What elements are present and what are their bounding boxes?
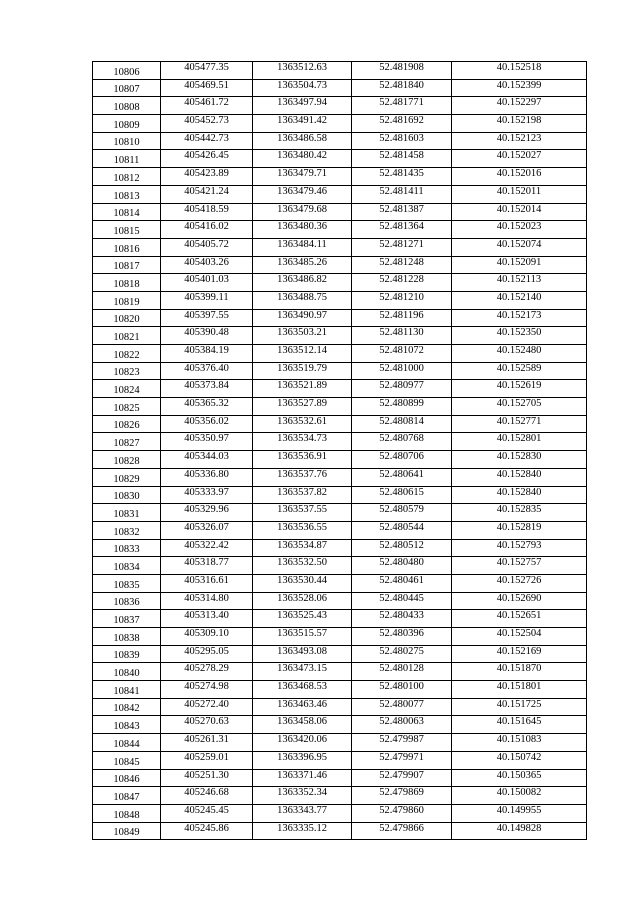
table-cell: 40.149955 — [452, 804, 587, 822]
table-cell: 405401.03 — [161, 274, 253, 292]
table-cell: 10836 — [93, 592, 161, 610]
table-cell: 405261.31 — [161, 734, 253, 752]
table-cell: 1363532.50 — [253, 557, 352, 575]
table-row — [93, 221, 587, 239]
table-cell: 52.480100 — [352, 681, 452, 699]
table-cell: 52.480814 — [352, 415, 452, 433]
table-cell: 40.152140 — [452, 291, 587, 309]
table-row — [93, 504, 587, 522]
table-cell: 40.152504 — [452, 628, 587, 646]
table-cell: 10835 — [93, 574, 161, 592]
table-cell: 40.152074 — [452, 238, 587, 256]
table-row — [93, 115, 587, 133]
table-cell: 40.152757 — [452, 557, 587, 575]
table-cell: 40.152726 — [452, 574, 587, 592]
table-cell: 40.152840 — [452, 468, 587, 486]
coordinates-table-body — [93, 62, 587, 840]
table-cell: 1363468.53 — [253, 681, 352, 699]
table-cell: 40.152819 — [452, 521, 587, 539]
table-cell: 10822 — [93, 345, 161, 363]
table-cell: 1363479.68 — [253, 203, 352, 221]
table-row — [93, 274, 587, 292]
table-cell: 405251.30 — [161, 769, 253, 787]
table-cell: 52.481840 — [352, 79, 452, 97]
table-cell: 40.151725 — [452, 698, 587, 716]
table-cell: 40.150365 — [452, 769, 587, 787]
table-cell: 1363343.77 — [253, 804, 352, 822]
table-row — [93, 804, 587, 822]
table-cell: 52.481271 — [352, 238, 452, 256]
table-row — [93, 822, 587, 840]
table-cell: 40.151801 — [452, 681, 587, 699]
table-cell: 52.481435 — [352, 168, 452, 186]
table-row — [93, 132, 587, 150]
table-cell: 40.152793 — [452, 539, 587, 557]
table-cell: 10808 — [93, 97, 161, 115]
table-cell: 405318.77 — [161, 557, 253, 575]
table-cell: 10828 — [93, 451, 161, 469]
table-cell: 40.152589 — [452, 362, 587, 380]
table-cell: 405350.97 — [161, 433, 253, 451]
table-cell: 10843 — [93, 716, 161, 734]
table-cell: 40.151645 — [452, 716, 587, 734]
table-cell: 405426.45 — [161, 150, 253, 168]
table-cell: 40.150742 — [452, 751, 587, 769]
table-cell: 52.481908 — [352, 62, 452, 80]
table-cell: 1363352.34 — [253, 787, 352, 805]
table-cell: 52.480579 — [352, 504, 452, 522]
table-cell: 10827 — [93, 433, 161, 451]
table-cell: 1363480.36 — [253, 221, 352, 239]
table-cell: 52.480768 — [352, 433, 452, 451]
table-cell: 1363534.87 — [253, 539, 352, 557]
table-cell: 10848 — [93, 804, 161, 822]
table-cell: 40.152619 — [452, 380, 587, 398]
table-cell: 40.152835 — [452, 504, 587, 522]
table-cell: 405329.96 — [161, 504, 253, 522]
table-cell: 1363497.94 — [253, 97, 352, 115]
table-cell: 10819 — [93, 291, 161, 309]
table-row — [93, 398, 587, 416]
table-cell: 405313.40 — [161, 610, 253, 628]
table-row — [93, 238, 587, 256]
table-row — [93, 592, 587, 610]
table-cell: 10821 — [93, 327, 161, 345]
table-cell: 52.479866 — [352, 822, 452, 840]
table-cell: 405477.35 — [161, 62, 253, 80]
table-cell: 1363519.79 — [253, 362, 352, 380]
table-row — [93, 468, 587, 486]
table-cell: 52.480128 — [352, 663, 452, 681]
table-cell: 405245.45 — [161, 804, 253, 822]
table-row — [93, 451, 587, 469]
table-cell: 405469.51 — [161, 79, 253, 97]
table-cell: 10831 — [93, 504, 161, 522]
table-cell: 1363485.26 — [253, 256, 352, 274]
table-cell: 10830 — [93, 486, 161, 504]
table-cell: 52.481411 — [352, 185, 452, 203]
table-cell: 405322.42 — [161, 539, 253, 557]
table-cell: 10806 — [93, 62, 161, 80]
table-cell: 1363537.55 — [253, 504, 352, 522]
table-row — [93, 345, 587, 363]
table-cell: 52.480480 — [352, 557, 452, 575]
table-cell: 1363491.42 — [253, 115, 352, 133]
table-cell: 40.152023 — [452, 221, 587, 239]
table-cell: 52.480977 — [352, 380, 452, 398]
table-cell: 40.152840 — [452, 486, 587, 504]
table-cell: 40.152690 — [452, 592, 587, 610]
table-cell: 405314.80 — [161, 592, 253, 610]
table-cell: 52.480077 — [352, 698, 452, 716]
table-cell: 10832 — [93, 521, 161, 539]
table-cell: 405245.86 — [161, 822, 253, 840]
table-cell: 10818 — [93, 274, 161, 292]
table-cell: 10834 — [93, 557, 161, 575]
table-cell: 405397.55 — [161, 309, 253, 327]
table-cell: 1363528.06 — [253, 592, 352, 610]
table-cell: 52.481458 — [352, 150, 452, 168]
table-cell: 1363371.46 — [253, 769, 352, 787]
table-cell: 40.152169 — [452, 645, 587, 663]
table-cell: 10842 — [93, 698, 161, 716]
table-cell: 52.481130 — [352, 327, 452, 345]
table-row — [93, 574, 587, 592]
table-cell: 40.152173 — [452, 309, 587, 327]
table-cell: 1363463.46 — [253, 698, 352, 716]
table-cell: 10817 — [93, 256, 161, 274]
table-cell: 40.151083 — [452, 734, 587, 752]
table-cell: 52.481771 — [352, 97, 452, 115]
table-cell: 40.152651 — [452, 610, 587, 628]
table-cell: 1363530.44 — [253, 574, 352, 592]
table-cell: 1363512.14 — [253, 345, 352, 363]
table-row — [93, 521, 587, 539]
table-cell: 52.481387 — [352, 203, 452, 221]
table-cell: 1363458.06 — [253, 716, 352, 734]
table-cell: 52.480063 — [352, 716, 452, 734]
table-cell: 40.152027 — [452, 150, 587, 168]
table-cell: 52.481000 — [352, 362, 452, 380]
table-cell: 405365.32 — [161, 398, 253, 416]
table-cell: 40.152113 — [452, 274, 587, 292]
table-cell: 1363486.58 — [253, 132, 352, 150]
table-cell: 1363490.97 — [253, 309, 352, 327]
table-cell: 405461.72 — [161, 97, 253, 115]
table-cell: 405278.29 — [161, 663, 253, 681]
table-cell: 405442.73 — [161, 132, 253, 150]
table-row — [93, 769, 587, 787]
table-cell: 405272.40 — [161, 698, 253, 716]
table-cell: 1363486.82 — [253, 274, 352, 292]
table-cell: 1363536.91 — [253, 451, 352, 469]
table-cell: 52.480433 — [352, 610, 452, 628]
table-cell: 405403.26 — [161, 256, 253, 274]
table-cell: 52.480396 — [352, 628, 452, 646]
table-cell: 52.479860 — [352, 804, 452, 822]
table-row — [93, 327, 587, 345]
table-row — [93, 150, 587, 168]
table-cell: 52.480445 — [352, 592, 452, 610]
table-cell: 40.152091 — [452, 256, 587, 274]
table-cell: 52.479869 — [352, 787, 452, 805]
table-cell: 52.481196 — [352, 309, 452, 327]
table-cell: 10823 — [93, 362, 161, 380]
table-cell: 10824 — [93, 380, 161, 398]
table-cell: 10841 — [93, 681, 161, 699]
table-cell: 40.152011 — [452, 185, 587, 203]
table-cell: 10807 — [93, 79, 161, 97]
table-cell: 405246.68 — [161, 787, 253, 805]
table-cell: 52.480544 — [352, 521, 452, 539]
table-cell: 52.480899 — [352, 398, 452, 416]
table-cell: 10829 — [93, 468, 161, 486]
table-cell: 52.480275 — [352, 645, 452, 663]
table-row — [93, 557, 587, 575]
table-row — [93, 433, 587, 451]
table-cell: 1363527.89 — [253, 398, 352, 416]
table-cell: 1363521.89 — [253, 380, 352, 398]
table-row — [93, 787, 587, 805]
table-row — [93, 380, 587, 398]
table-row — [93, 681, 587, 699]
table-cell: 405316.61 — [161, 574, 253, 592]
table-row — [93, 203, 587, 221]
table-cell: 1363484.11 — [253, 238, 352, 256]
table-cell: 40.152480 — [452, 345, 587, 363]
table-cell: 40.152801 — [452, 433, 587, 451]
table-cell: 52.481248 — [352, 256, 452, 274]
table-cell: 1363473.15 — [253, 663, 352, 681]
table-row — [93, 97, 587, 115]
table-cell: 52.481692 — [352, 115, 452, 133]
table-cell: 52.481072 — [352, 345, 452, 363]
table-cell: 405416.02 — [161, 221, 253, 239]
table-cell: 1363532.61 — [253, 415, 352, 433]
table-row — [93, 751, 587, 769]
table-cell: 10813 — [93, 185, 161, 203]
table-row — [93, 539, 587, 557]
table-cell: 405423.89 — [161, 168, 253, 186]
table-cell: 1363396.95 — [253, 751, 352, 769]
table-cell: 405390.48 — [161, 327, 253, 345]
table-cell: 405333.97 — [161, 486, 253, 504]
table-cell: 405309.10 — [161, 628, 253, 646]
table-row — [93, 663, 587, 681]
table-cell: 40.152123 — [452, 132, 587, 150]
table-row — [93, 362, 587, 380]
table-cell: 405418.59 — [161, 203, 253, 221]
table-cell: 10825 — [93, 398, 161, 416]
table-cell: 52.480706 — [352, 451, 452, 469]
table-cell: 10812 — [93, 168, 161, 186]
table-cell: 10847 — [93, 787, 161, 805]
table-cell: 405376.40 — [161, 362, 253, 380]
table-cell: 1363420.06 — [253, 734, 352, 752]
table-cell: 52.481603 — [352, 132, 452, 150]
table-cell: 52.481210 — [352, 291, 452, 309]
table-cell: 1363525.43 — [253, 610, 352, 628]
table-row — [93, 734, 587, 752]
table-cell: 1363534.73 — [253, 433, 352, 451]
table-cell: 10845 — [93, 751, 161, 769]
table-cell: 10810 — [93, 132, 161, 150]
table-cell: 405399.11 — [161, 291, 253, 309]
table-cell: 40.151870 — [452, 663, 587, 681]
table-cell: 405326.07 — [161, 521, 253, 539]
table-cell: 1363493.08 — [253, 645, 352, 663]
table-cell: 1363537.82 — [253, 486, 352, 504]
table-cell: 40.152830 — [452, 451, 587, 469]
table-cell: 40.152705 — [452, 398, 587, 416]
table-cell: 1363537.76 — [253, 468, 352, 486]
table-cell: 405384.19 — [161, 345, 253, 363]
table-cell: 1363503.21 — [253, 327, 352, 345]
table-row — [93, 256, 587, 274]
table-cell: 52.480641 — [352, 468, 452, 486]
table-cell: 10838 — [93, 628, 161, 646]
table-cell: 10844 — [93, 734, 161, 752]
table-cell: 10833 — [93, 539, 161, 557]
coordinates-table — [92, 61, 587, 840]
table-cell: 52.481364 — [352, 221, 452, 239]
table-cell: 40.152014 — [452, 203, 587, 221]
table-row — [93, 628, 587, 646]
table-cell: 1363536.55 — [253, 521, 352, 539]
table-cell: 1363479.46 — [253, 185, 352, 203]
table-cell: 405344.03 — [161, 451, 253, 469]
table-cell: 10815 — [93, 221, 161, 239]
table-row — [93, 415, 587, 433]
table-row — [93, 291, 587, 309]
table-cell: 405274.98 — [161, 681, 253, 699]
table-cell: 40.152016 — [452, 168, 587, 186]
table-cell: 10837 — [93, 610, 161, 628]
table-row — [93, 309, 587, 327]
table-cell: 52.481228 — [352, 274, 452, 292]
table-cell: 405452.73 — [161, 115, 253, 133]
table-cell: 1363335.12 — [253, 822, 352, 840]
table-cell: 40.152297 — [452, 97, 587, 115]
table-cell: 40.152518 — [452, 62, 587, 80]
table-cell: 10846 — [93, 769, 161, 787]
table-cell: 52.480615 — [352, 486, 452, 504]
table-cell: 52.479987 — [352, 734, 452, 752]
table-row — [93, 645, 587, 663]
table-cell: 405373.84 — [161, 380, 253, 398]
table-cell: 52.479971 — [352, 751, 452, 769]
table-cell: 10820 — [93, 309, 161, 327]
table-cell: 405336.80 — [161, 468, 253, 486]
table-cell: 10816 — [93, 238, 161, 256]
table-row — [93, 79, 587, 97]
table-cell: 40.149828 — [452, 822, 587, 840]
table-cell: 40.152771 — [452, 415, 587, 433]
table-cell: 52.480461 — [352, 574, 452, 592]
table-cell: 405259.01 — [161, 751, 253, 769]
table-cell: 40.152399 — [452, 79, 587, 97]
table-cell: 10826 — [93, 415, 161, 433]
table-row — [93, 716, 587, 734]
table-cell: 40.150082 — [452, 787, 587, 805]
table-cell: 52.480512 — [352, 539, 452, 557]
table-cell: 1363479.71 — [253, 168, 352, 186]
table-cell: 52.479907 — [352, 769, 452, 787]
table-row — [93, 62, 587, 80]
table-cell: 1363480.42 — [253, 150, 352, 168]
table-cell: 10814 — [93, 203, 161, 221]
table-cell: 1363488.75 — [253, 291, 352, 309]
table-row — [93, 168, 587, 186]
table-cell: 10809 — [93, 115, 161, 133]
table-cell: 405270.63 — [161, 716, 253, 734]
table-cell: 1363504.73 — [253, 79, 352, 97]
table-cell: 1363512.63 — [253, 62, 352, 80]
table-row — [93, 610, 587, 628]
table-cell: 10840 — [93, 663, 161, 681]
table-row — [93, 486, 587, 504]
table-row — [93, 698, 587, 716]
table-cell: 405421.24 — [161, 185, 253, 203]
table-cell: 1363515.57 — [253, 628, 352, 646]
table-cell: 405356.02 — [161, 415, 253, 433]
table-cell: 40.152198 — [452, 115, 587, 133]
table-cell: 405405.72 — [161, 238, 253, 256]
table-cell: 10849 — [93, 822, 161, 840]
table-row — [93, 185, 587, 203]
table-cell: 10811 — [93, 150, 161, 168]
table-cell: 405295.05 — [161, 645, 253, 663]
table-cell: 40.152350 — [452, 327, 587, 345]
table-cell: 10839 — [93, 645, 161, 663]
